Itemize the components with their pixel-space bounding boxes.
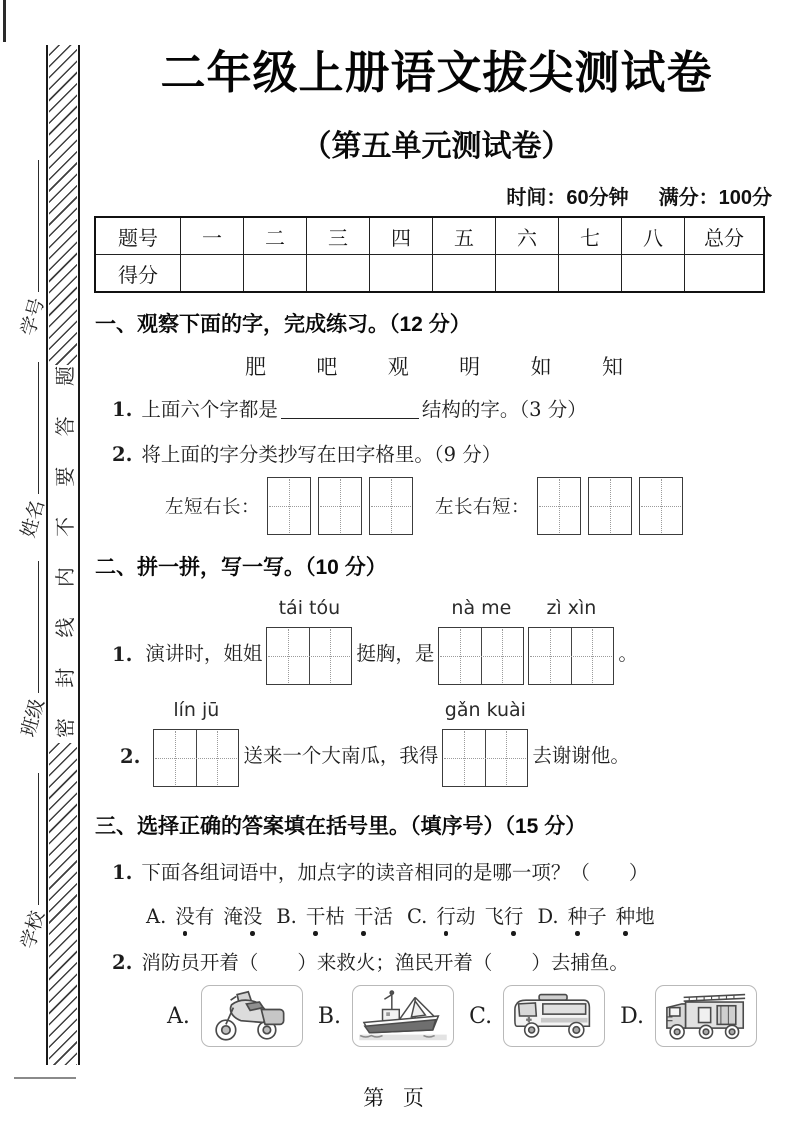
score-col-5: 五 [433, 217, 496, 255]
score-row-label: 得分 [95, 255, 181, 293]
score-col-3: 三 [307, 217, 370, 255]
score-cell[interactable] [244, 255, 307, 293]
emphasized-char: 干 [354, 901, 374, 929]
option-word [175, 901, 214, 929]
option-char: 飞 [484, 905, 504, 928]
page-title: 二年级上册语文拔尖测试卷 [160, 47, 713, 98]
exam-info [506, 181, 772, 210]
fishing-boat-image [352, 985, 454, 1047]
score-table-corner: 题号 [95, 217, 181, 255]
grid-label-left: 左短右长： [165, 497, 261, 518]
option-word [568, 901, 607, 929]
time-limit: 时间：60分钟 [506, 187, 629, 209]
seal-char: 不 [54, 516, 77, 537]
option-char: 子 [587, 905, 607, 928]
seal-hatch-bottom [49, 743, 77, 1065]
word-options-row [146, 901, 655, 929]
tianzige-box[interactable] [588, 477, 632, 535]
emphasized-char: 种 [568, 901, 588, 929]
emphasized-char: 没 [243, 901, 263, 929]
question-number: 2. [112, 951, 133, 974]
sentence-text: 去谢谢他。 [532, 744, 630, 767]
pinyin-zi-xin: zì xìn [546, 597, 597, 619]
score-cell[interactable] [496, 255, 559, 293]
option-char: 枯 [325, 905, 345, 928]
question-text: 消防员开着（ ）来救火；渔民开着（ ）去捕鱼。 [141, 951, 629, 974]
tianzige-box[interactable] [318, 477, 362, 535]
pinyin-na-me: nà me [451, 597, 512, 619]
sentence-1 [112, 597, 638, 685]
score-col-7: 七 [559, 217, 622, 255]
option-char: 有 [194, 905, 215, 928]
pinyin-tai-tou: tái tóu [278, 597, 341, 619]
full-score: 满分：100分 [658, 187, 772, 209]
question-3-1 [112, 857, 648, 885]
tianzige-box[interactable] [267, 477, 311, 535]
emphasized-char: 干 [306, 901, 326, 929]
ambulance-icon [507, 989, 601, 1043]
tianzige-box[interactable] [369, 477, 413, 535]
option-word [436, 901, 475, 929]
grid-label-right: 左长右短： [435, 497, 531, 518]
writing-slot [266, 597, 352, 685]
option-a-motorcycle [167, 985, 303, 1047]
question-text: 将上面的字分类抄写在田字格里。（9 分） [141, 443, 502, 466]
sentence-text: 演讲时，姐姐 [145, 642, 263, 665]
score-col-4: 四 [370, 217, 433, 255]
sentence-punctuation: 。 [618, 642, 638, 665]
score-cell[interactable] [433, 255, 496, 293]
question-3-2 [112, 947, 629, 975]
student-id-field [9, 158, 49, 339]
option-char: 动 [455, 905, 476, 928]
student-name-input-line[interactable] [36, 362, 39, 494]
writing-box[interactable] [153, 729, 239, 787]
option-label: D. [620, 1003, 644, 1029]
score-cell[interactable] [307, 255, 370, 293]
score-col-1: 一 [181, 217, 244, 255]
option-word [354, 901, 393, 929]
sentence-2 [120, 699, 630, 787]
sentence-text: 送来一个大南瓜，我得 [243, 744, 439, 767]
tianzige-grid-row [165, 477, 683, 535]
seal-char: 封 [54, 667, 77, 688]
option-word [223, 901, 262, 929]
emphasized-char: 行 [504, 901, 524, 929]
question-1-2 [112, 439, 501, 467]
pinyin-lin-ju: lín jū [173, 699, 220, 721]
option-word [616, 901, 655, 929]
char-ru: 如 [530, 355, 552, 379]
option-label: A. [146, 905, 167, 928]
writing-box[interactable] [266, 627, 352, 685]
class-field [9, 559, 49, 740]
option-char: 淹 [223, 905, 243, 928]
question-number: 2. [112, 443, 133, 466]
emphasized-char: 没 [175, 901, 195, 929]
writing-slot [528, 597, 614, 685]
score-cell[interactable] [181, 255, 244, 293]
option-word [484, 901, 523, 929]
char-ming: 明 [459, 355, 481, 379]
section2-heading: 二、拼一拼，写一写。（10 分） [95, 556, 387, 579]
option-c-ambulance [469, 985, 605, 1047]
pinyin-gan-kuai: gǎn kuài [444, 699, 526, 721]
seal-char: 内 [54, 567, 77, 588]
fishing-boat-icon [356, 989, 450, 1043]
question-number: 1. [112, 643, 133, 666]
option-label: C. [469, 1003, 493, 1029]
char-zhi: 知 [601, 355, 623, 379]
binding-bottom-mark [14, 1077, 76, 1079]
school-input-line[interactable] [36, 773, 39, 905]
tianzige-box[interactable] [537, 477, 581, 535]
fire-truck-image [655, 985, 757, 1047]
emphasized-char: 种 [616, 901, 636, 929]
section3-heading: 三、选择正确的答案填在括号里。（填序号）（15 分） [95, 815, 587, 838]
seal-char: 题 [54, 366, 77, 387]
section1-heading: 一、观察下面的字，完成练习。（12 分） [95, 313, 471, 336]
score-col-6: 六 [496, 217, 559, 255]
student-name-field [9, 360, 49, 541]
question-1-1 [112, 394, 587, 422]
score-col-8: 八 [622, 217, 685, 255]
option-b-fishing-boat [318, 985, 454, 1047]
score-cell-total[interactable] [685, 255, 765, 293]
emphasized-char: 行 [436, 901, 456, 929]
score-cell[interactable] [559, 255, 622, 293]
seal-strip-text [48, 366, 78, 738]
vehicle-options-row [167, 985, 772, 1047]
question-text-post: 结构的字。（3 分） [421, 398, 587, 421]
seal-hatch-top [49, 45, 77, 365]
question-number: 1. [112, 861, 133, 884]
answer-blank[interactable] [281, 398, 419, 419]
score-col-2: 二 [244, 217, 307, 255]
student-id-input-line[interactable] [36, 160, 39, 292]
option-label: D. [537, 905, 559, 928]
option-char: 地 [635, 905, 655, 928]
question-number: 2. [120, 745, 141, 768]
writing-slot [438, 597, 524, 685]
school-label: 学校 [17, 908, 49, 952]
option-label: C. [406, 905, 428, 928]
seal-char: 要 [54, 466, 77, 487]
tianzige-box[interactable] [639, 477, 683, 535]
score-cell[interactable] [370, 255, 433, 293]
score-cell[interactable] [622, 255, 685, 293]
score-table [94, 216, 765, 293]
class-input-line[interactable] [36, 561, 39, 693]
section1-character-row [245, 351, 623, 381]
sentence-text: 挺胸，是 [356, 642, 435, 665]
option-label: A. [167, 1003, 190, 1029]
question-number: 1. [112, 398, 133, 421]
motorcycle-image [201, 985, 303, 1047]
writing-slot [153, 699, 239, 787]
score-table-header-row [95, 217, 764, 255]
scan-edge-mark [3, 0, 6, 42]
class-label: 班级 [17, 696, 49, 740]
option-d-fire-truck [620, 985, 757, 1047]
motorcycle-icon [205, 989, 299, 1043]
ambulance-image [503, 985, 605, 1047]
seal-char: 线 [54, 617, 77, 638]
score-col-total: 总分 [685, 217, 765, 255]
school-field [9, 771, 49, 952]
option-label: B. [276, 905, 297, 928]
writing-box[interactable] [528, 627, 614, 685]
char-ba: 吧 [316, 355, 338, 379]
char-guan: 观 [387, 355, 409, 379]
question-text: 下面各组词语中，加点字的读音相同的是哪一项？（ ） [141, 861, 649, 884]
writing-box[interactable] [438, 627, 524, 685]
student-id-label: 学号 [17, 295, 49, 339]
writing-box[interactable] [442, 729, 528, 787]
seal-char: 答 [54, 416, 77, 437]
student-name-label: 姓名 [17, 497, 49, 541]
score-table-score-row [95, 255, 764, 293]
option-char: 活 [373, 905, 393, 928]
option-label: B. [317, 1003, 342, 1029]
option-word [306, 901, 345, 929]
page-footer: 第 页 [363, 1086, 430, 1110]
question-text-pre: 上面六个字都是 [141, 398, 278, 421]
page-subtitle: （第五单元测试卷） [301, 130, 572, 163]
fire-truck-icon [659, 989, 753, 1043]
writing-slot [442, 699, 528, 787]
char-fei: 肥 [245, 355, 266, 379]
seal-char: 密 [54, 718, 77, 738]
